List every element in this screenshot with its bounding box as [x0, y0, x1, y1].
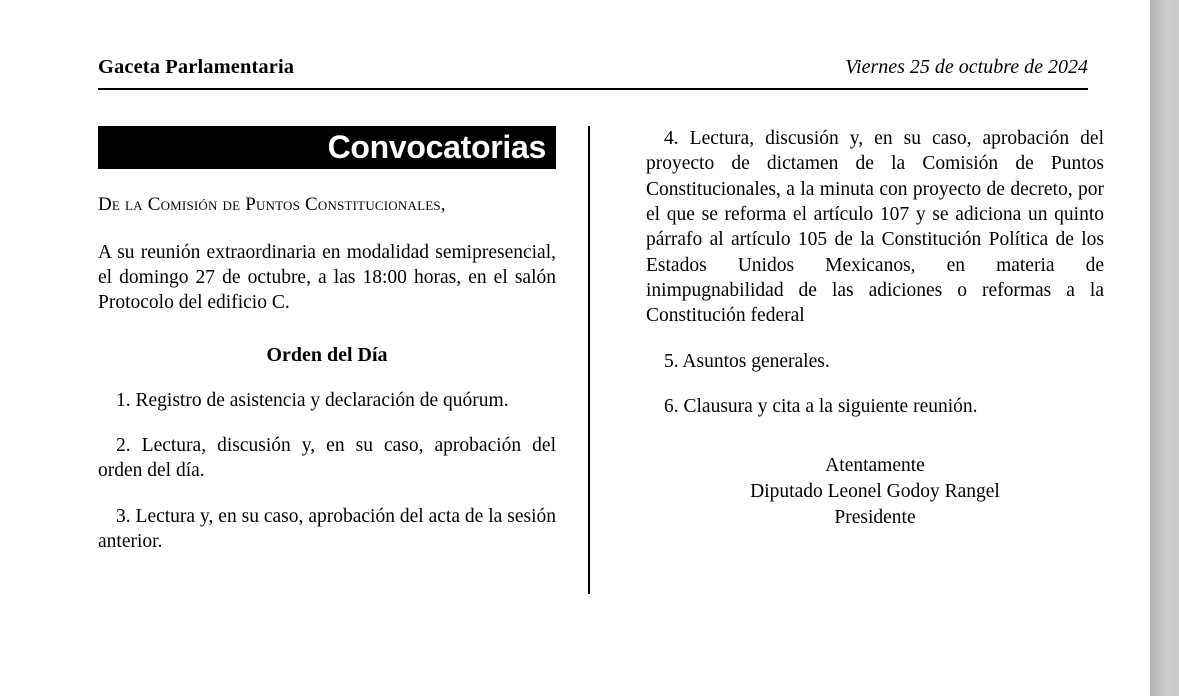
meeting-details-paragraph: A su reunión extraordinaria en modalidad semipresencial, el domingo 27 de octubre, a las 18:00 horas, en el salón Protocolo del edificio C. [98, 241, 556, 314]
agenda-item: 5. Asuntos generales. [664, 350, 830, 372]
page-edge-shadow [1150, 0, 1179, 696]
section-banner-title: Convocatorias [327, 128, 546, 165]
agenda-item: 1. Registro de asistencia y declaración de quórum. [116, 389, 509, 411]
agenda-item: 6. Clausura y cita a la siguiente reunión. [664, 396, 978, 418]
agenda-item: 4. Lectura, discusión y, en su caso, aprobación del proyecto de dictamen de la Comisión de Puntos Constitucionales, a la minuta con proyecto de decreto, por el que se reforma el artículo 107 y se adiciona un quinto párrafo al artículo 105 de la Constitución Política de los Estados Unidos Mexicanos, en materia de inimpugnabilidad de las adiciones o reformas a la Constitución federal [646, 128, 1104, 327]
page-content [98, 0, 1104, 696]
column-divider [588, 126, 590, 594]
commission-heading: De la Comisión de Puntos Constitucionales, [98, 194, 446, 215]
publication-date: Viernes 25 de octubre de 2024 [845, 56, 1088, 78]
agenda-item: 2. Lectura, discusión y, en su caso, aprobación del orden del día. [98, 435, 556, 482]
page-header [98, 56, 1088, 79]
agenda-item: 3. Lectura y, en su caso, aprobación del acta de la sesión anterior. [98, 505, 556, 553]
signature-closing: Atentamente [825, 455, 925, 477]
header-divider [98, 88, 1088, 90]
signature-role: Presidente [834, 506, 916, 528]
signature-name: Diputado Leonel Godoy Rangel [750, 481, 1000, 503]
right-column [646, 126, 1104, 531]
section-banner [98, 126, 556, 169]
signature-block [646, 453, 1104, 530]
left-column [98, 126, 556, 554]
publication-title: Gaceta Parlamentaria [98, 56, 295, 78]
agenda-heading: Orden del Día [266, 343, 388, 366]
